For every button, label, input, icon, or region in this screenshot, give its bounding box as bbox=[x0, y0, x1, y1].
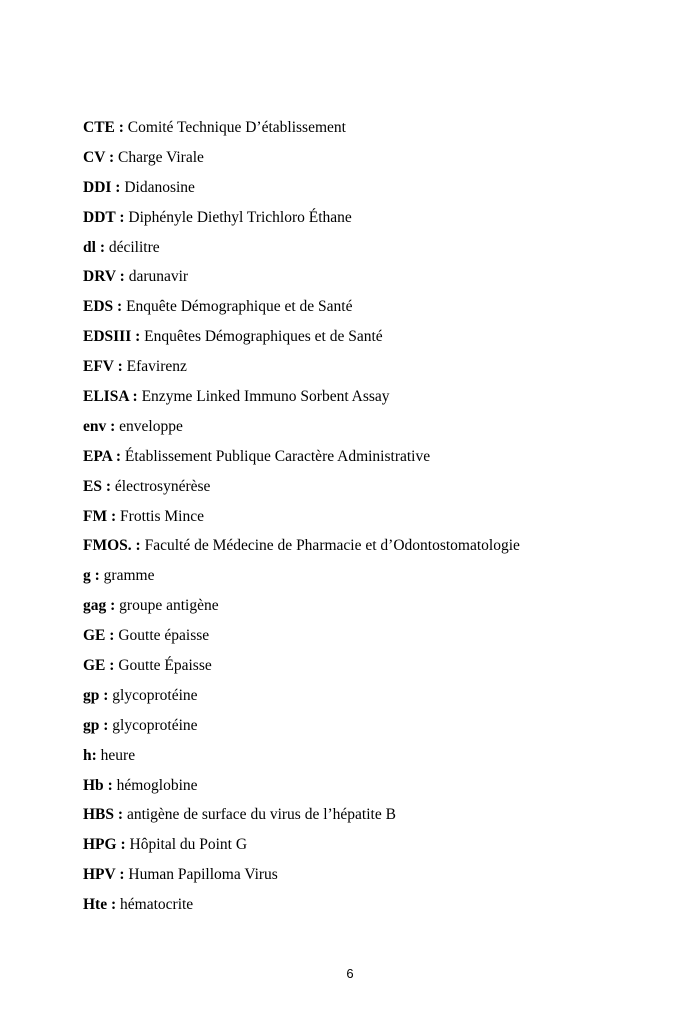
abbreviation-term: DRV bbox=[83, 268, 116, 286]
abbreviation-separator: : bbox=[128, 388, 142, 406]
abbreviation-definition: Frottis Mince bbox=[120, 507, 204, 525]
abbreviation-entry bbox=[83, 442, 673, 472]
abbreviation-list bbox=[83, 113, 673, 920]
abbreviation-term: GE bbox=[83, 657, 106, 675]
abbreviation-term: CTE bbox=[83, 119, 115, 136]
abbreviation-term: FM bbox=[83, 507, 108, 525]
abbreviation-separator: : bbox=[99, 716, 113, 734]
abbreviation-separator: : bbox=[90, 567, 104, 585]
abbreviation-separator: : bbox=[131, 328, 145, 346]
abbreviation-separator: : bbox=[106, 597, 120, 615]
abbreviation-entry bbox=[83, 233, 673, 263]
abbreviation-term: DDI bbox=[83, 178, 112, 196]
abbreviation-term: gag bbox=[83, 597, 107, 615]
abbreviation-entry bbox=[83, 651, 673, 681]
abbreviation-definition: darunavir bbox=[128, 268, 189, 286]
abbreviation-term: DDT bbox=[83, 208, 116, 226]
abbreviation-definition: groupe antigène bbox=[119, 597, 219, 615]
abbreviation-entry bbox=[83, 830, 673, 860]
abbreviation-term: HPG bbox=[83, 836, 117, 854]
abbreviation-definition: heure bbox=[100, 746, 136, 764]
abbreviation-entry bbox=[83, 113, 673, 143]
abbreviation-term: EFV bbox=[83, 358, 114, 376]
abbreviation-separator: : bbox=[103, 776, 117, 794]
abbreviation-separator: : bbox=[106, 417, 120, 435]
abbreviation-entry bbox=[83, 502, 673, 532]
abbreviation-separator: : bbox=[105, 148, 119, 166]
abbreviation-term: Hb bbox=[83, 776, 104, 794]
abbreviation-definition: Diphényle Diethyl Trichloro Éthane bbox=[128, 208, 352, 226]
abbreviation-entry bbox=[83, 531, 673, 561]
abbreviation-term: HPV bbox=[83, 866, 116, 884]
abbreviation-separator: : bbox=[105, 657, 119, 675]
abbreviation-entry bbox=[83, 472, 673, 502]
abbreviation-definition: Faculté de Médecine de Pharmacie et d’Odontostomatologie bbox=[144, 537, 520, 555]
abbreviation-term: Hte bbox=[83, 896, 108, 914]
abbreviation-definition: antigène de surface du virus de l’hépatite B bbox=[126, 806, 396, 824]
abbreviation-definition: Enquête Démographique et de Santé bbox=[126, 298, 353, 316]
abbreviation-separator: : bbox=[107, 896, 121, 914]
abbreviation-entry bbox=[83, 382, 673, 412]
abbreviation-separator: : bbox=[107, 507, 121, 525]
abbreviation-definition: hématocrite bbox=[120, 896, 194, 914]
abbreviation-separator: : bbox=[115, 866, 129, 884]
abbreviation-term: dl bbox=[83, 238, 96, 256]
abbreviation-definition: Enquêtes Démographiques et de Santé bbox=[144, 328, 383, 346]
abbreviation-definition: Établissement Publique Caractère Administrative bbox=[124, 447, 431, 465]
abbreviation-term: EDSIII bbox=[83, 328, 132, 346]
abbreviation-entry bbox=[83, 412, 673, 442]
abbreviation-definition: électrosynérèse bbox=[114, 477, 211, 495]
abbreviation-definition: Enzyme Linked Immuno Sorbent Assay bbox=[141, 388, 390, 406]
abbreviation-definition: gramme bbox=[103, 567, 155, 585]
abbreviation-separator: : bbox=[114, 806, 127, 824]
abbreviation-separator: : bbox=[113, 298, 127, 316]
abbreviation-separator: : bbox=[95, 238, 109, 256]
abbreviation-entry bbox=[83, 262, 673, 292]
abbreviation-separator: : bbox=[114, 119, 128, 136]
abbreviation-term: GE bbox=[83, 627, 106, 645]
abbreviation-separator: : bbox=[111, 178, 125, 196]
abbreviation-separator: : bbox=[112, 447, 125, 465]
abbreviation-separator: : bbox=[113, 358, 127, 376]
page-number: 6 bbox=[346, 966, 354, 981]
abbreviation-term: ES bbox=[83, 477, 102, 495]
abbreviation-definition: glycoprotéine bbox=[112, 686, 198, 704]
abbreviation-definition: Didanosine bbox=[124, 178, 195, 196]
abbreviation-entry bbox=[83, 203, 673, 233]
abbreviation-term: g bbox=[83, 567, 91, 585]
abbreviation-entry bbox=[83, 621, 673, 651]
abbreviation-entry bbox=[83, 681, 673, 711]
abbreviation-term: FMOS. bbox=[83, 537, 132, 555]
abbreviation-definition: Goutte Épaisse bbox=[118, 657, 212, 675]
abbreviation-definition: glycoprotéine bbox=[112, 716, 198, 734]
abbreviation-separator: : bbox=[131, 537, 145, 555]
abbreviation-term: CV bbox=[83, 148, 106, 166]
abbreviation-entry bbox=[83, 173, 673, 203]
abbreviation-separator: : bbox=[91, 746, 101, 764]
abbreviation-definition: Efavirenz bbox=[126, 358, 187, 376]
abbreviation-entry bbox=[83, 352, 673, 382]
abbreviation-entry bbox=[83, 561, 673, 591]
abbreviation-entry bbox=[83, 711, 673, 741]
abbreviation-entry bbox=[83, 890, 673, 920]
abbreviation-definition: Human Papilloma Virus bbox=[128, 866, 278, 884]
abbreviation-definition: Charge Virale bbox=[118, 148, 204, 166]
abbreviation-term: EPA bbox=[83, 447, 112, 465]
abbreviation-entry bbox=[83, 591, 673, 621]
abbreviation-term: h bbox=[83, 746, 92, 764]
abbreviation-definition: Hôpital du Point G bbox=[129, 836, 248, 854]
abbreviation-definition: décilitre bbox=[108, 238, 160, 256]
abbreviation-entry bbox=[83, 860, 673, 890]
abbreviation-term: env bbox=[83, 417, 107, 435]
abbreviation-term: gp bbox=[83, 716, 100, 734]
abbreviation-entry bbox=[83, 322, 673, 352]
abbreviation-definition: hémoglobine bbox=[116, 776, 198, 794]
abbreviation-definition: enveloppe bbox=[119, 417, 183, 435]
abbreviation-term: EDS bbox=[83, 298, 114, 316]
abbreviation-entry bbox=[83, 771, 673, 801]
abbreviation-separator: : bbox=[116, 836, 130, 854]
abbreviation-separator: : bbox=[99, 686, 113, 704]
abbreviation-separator: : bbox=[115, 268, 129, 286]
abbreviation-term: gp bbox=[83, 686, 100, 704]
abbreviation-entry bbox=[83, 143, 673, 173]
abbreviation-entry bbox=[83, 292, 673, 322]
abbreviation-separator: : bbox=[115, 208, 129, 226]
abbreviation-separator: : bbox=[105, 627, 119, 645]
abbreviation-separator: : bbox=[101, 477, 115, 495]
abbreviation-entry bbox=[83, 800, 673, 830]
abbreviation-term: HBS bbox=[83, 806, 115, 824]
abbreviation-definition: Goutte épaisse bbox=[118, 627, 210, 645]
abbreviation-entry bbox=[83, 741, 673, 771]
abbreviation-definition: Comité Technique D’établissement bbox=[127, 119, 346, 136]
abbreviation-term: ELISA bbox=[83, 388, 129, 406]
